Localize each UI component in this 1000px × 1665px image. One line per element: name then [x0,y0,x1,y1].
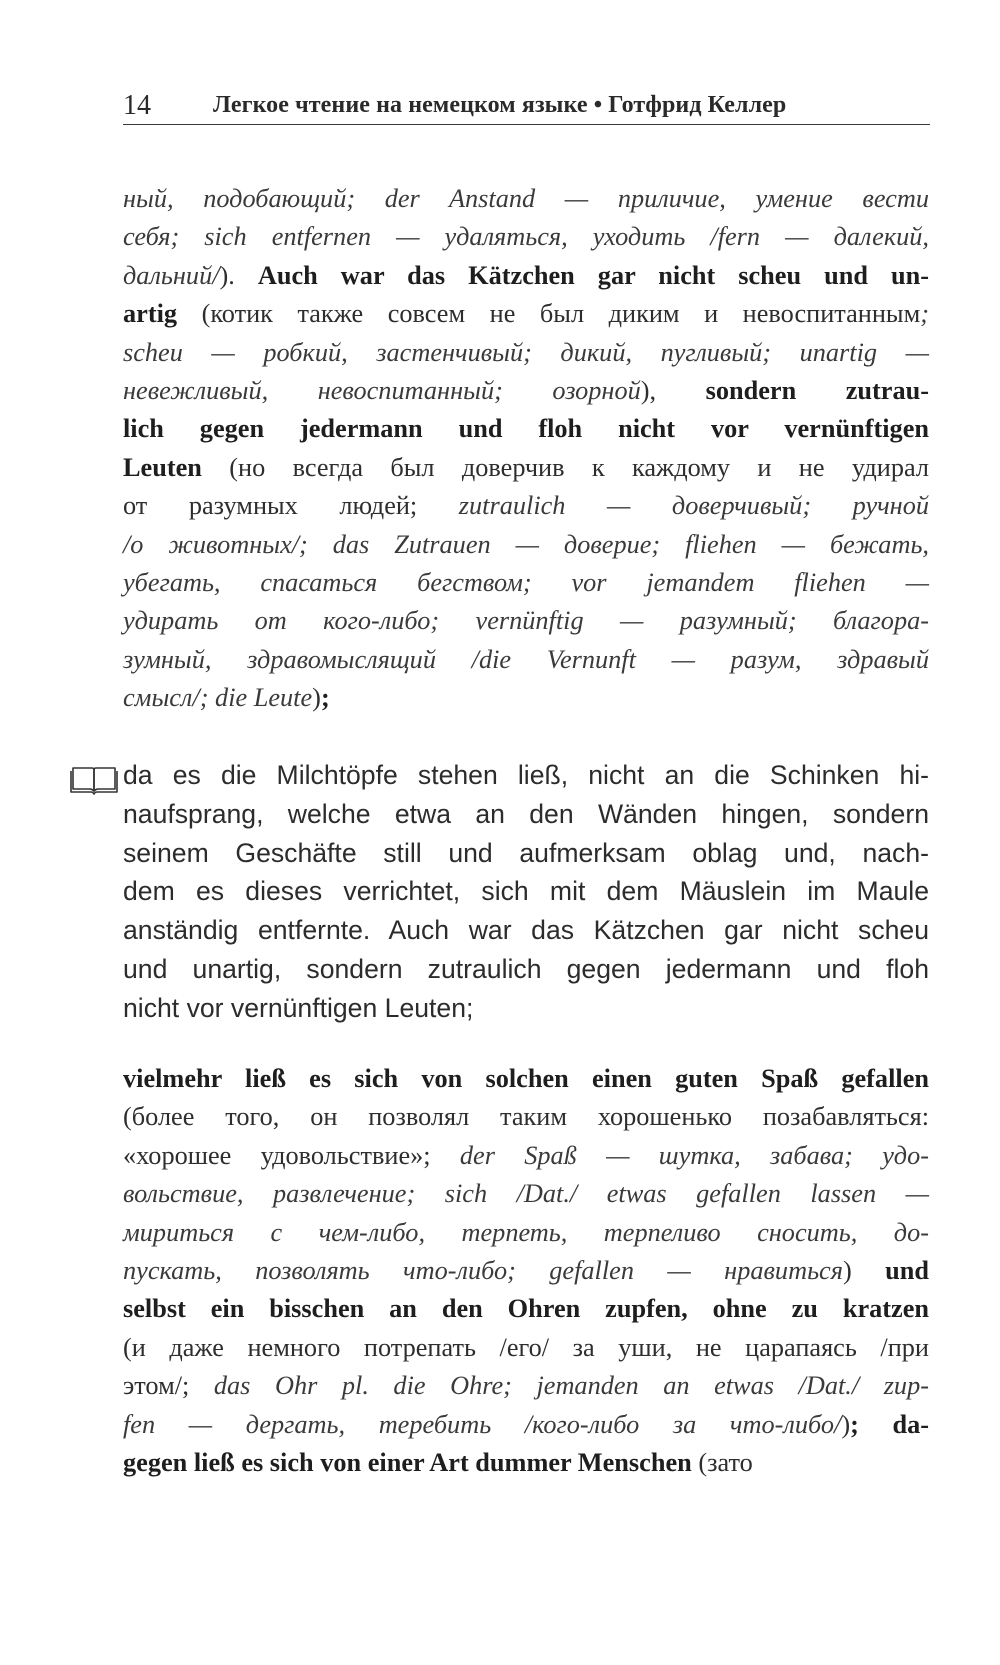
bold-german-phrase: ; da- [850,1409,929,1439]
text-line [123,1290,929,1328]
italic-gloss: /о животных/; das Zutrauen — доверие; fliehen — бежать, [123,529,929,559]
text-line [123,1444,929,1482]
italic-gloss: fen — дергать, теребить /кого-либо за что-либо/ [123,1409,842,1439]
running-head: Легкое чтение на немецком языке • Готфрид Келлер [213,92,787,118]
text-line [123,602,929,640]
text-line [123,295,929,333]
text-line [123,487,929,525]
italic-gloss: вольствие, развлечение; sich /Dat./ etwas gefallen lassen — [123,1179,929,1209]
translation-text: (более того, он позволял таким хорошенько позабавляться: [123,1102,929,1132]
text-line: anständig entfernte. Auch war das Kätzchen gar nicht scheu [123,915,929,946]
text-line [123,410,929,448]
text-line [123,1137,929,1175]
text-line: nicht vor vernünftigen Leuten; [123,992,474,1023]
italic-gloss: пускать, позволять что-либо; gefallen — нравиться [123,1255,843,1285]
italic-gloss: мириться с чем-либо, терпеть, терпеливо сносить, до- [123,1217,929,1247]
commentary-paragraph-1 [123,180,929,717]
open-book-icon [70,765,118,795]
text-line: da es die Milchtöpfe stehen ließ, nicht an die Schinken hi- [123,760,929,790]
bold-german-phrase: gegen ließ es sich von einer Art dummer Menschen [123,1447,692,1477]
text-line [123,257,929,295]
text-line [123,1329,929,1367]
commentary-paragraph-2 [123,1060,929,1482]
bold-german-phrase: selbst ein bisschen an den Ohren zupfen, ohne zu kratzen [123,1294,929,1324]
text-line [123,218,929,256]
text-line [123,1175,929,1213]
bold-german-phrase: und [885,1255,929,1285]
text-line [123,1406,929,1444]
translation-text: «хорошее удовольствие»; [123,1140,460,1170]
italic-gloss: зумный, здравомыслящий /die Vernunft — разум, здравый [123,644,929,674]
italic-gloss: себя; sich entfernen — удаляться, уходить /fern — далекий, [123,222,929,252]
text-line [123,1252,929,1290]
bold-german-phrase: sondern zutrau- [705,375,929,405]
translation-text: (но всегда был доверчив к каждому и не удирал [201,452,929,482]
text-line [123,1098,929,1136]
translation-text: ) [842,1255,886,1285]
original-german-text [123,756,929,1028]
text-line [123,1060,929,1098]
text-line [123,1214,929,1252]
text-line [123,564,929,602]
page-number: 14 [123,90,151,121]
bold-german-phrase: Auch war das Kätzchen gar nicht scheu und un- [257,260,929,290]
translation-text: (зато [691,1447,753,1477]
bold-german-phrase: ; [320,683,330,713]
text-line [123,180,929,218]
translation-text: ), [640,375,706,405]
translation-text: от разумных людей; [123,491,459,521]
italic-gloss: das Ohr pl. die Ohre; jemanden an etwas /Dat./ zup- [213,1371,929,1401]
text-line: dem es dieses verrichtet, sich mit dem Mäuslein im Maule [123,876,929,907]
bold-german-phrase: artig [123,299,178,329]
text-line [123,372,929,410]
italic-gloss: убегать, спасаться бегством; vor jemandem fliehen — [123,567,929,597]
text-line [123,526,929,564]
translation-text: ) [841,1409,851,1439]
translation-text: ) [312,683,321,713]
bold-german-phrase: vielmehr ließ es sich von solchen einen guten Spaß gefallen [123,1064,929,1093]
text-line [123,1367,929,1405]
text-line: seinem Geschäfte still und aufmerksam oblag und, nach- [123,837,929,868]
translation-text: этом/; [123,1371,214,1401]
italic-gloss: ный, подобающий; der Anstand — приличие, умение вести [123,184,929,213]
italic-gloss: удирать от кого-либо; vernünftig — разумный; благора- [123,606,929,636]
page-header [123,84,930,125]
italic-gloss: ; [920,299,929,329]
text-line: und unartig, sondern zutraulich gegen jedermann und floh [123,953,929,984]
text-line [123,641,929,679]
text-line [123,334,929,372]
bold-german-phrase: lich gegen jedermann und floh nicht vor vernünftigen [123,414,929,444]
italic-gloss: смысл/; die Leute [123,683,313,713]
italic-gloss: scheu — робкий, застенчивый; дикий, пугливый; unartig — [123,337,929,367]
italic-gloss: der Spaß — шутка, забава; удо- [459,1140,930,1170]
text-line: naufsprang, welche etwa an den Wänden hingen, sondern [123,798,929,829]
italic-gloss: zutraulich — доверчивый; ручной [458,491,929,521]
translation-text: (и даже немного потрепать /его/ за уши, не царапаясь /при [123,1332,929,1362]
translation-text: (котик также совсем не был диким и невоспитанным [177,299,921,329]
italic-gloss: невежливый, невоспитанный; озорной [123,375,641,405]
text-line [123,679,929,717]
italic-gloss: дальний/ [123,260,220,290]
bold-german-phrase: Leuten [123,452,202,482]
text-line [123,449,929,487]
translation-text: ). [219,260,258,290]
